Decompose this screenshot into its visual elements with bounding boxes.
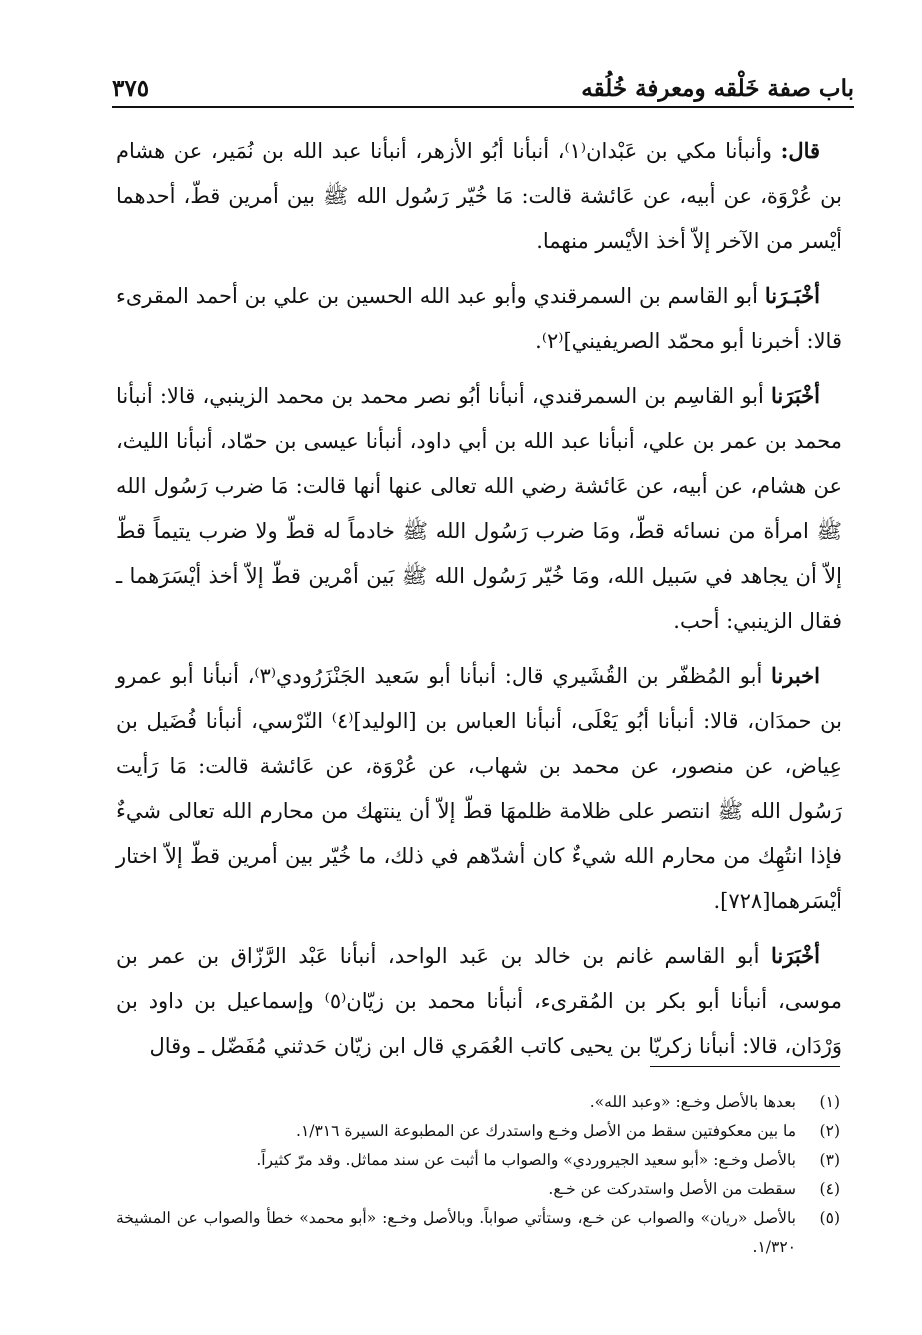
paragraph-text: وأنبأنا مكي بن عَبْدان⁽١⁾، أنبأنا أبُو الأزهر، أنبأنا عبد الله بن نُمَير، عن هشام بن عُرْوَة، عن أبيه، عن عَائشة قالت: مَا خُيّر رَسُول الله ﷺ بين أمرين قطّ، أحدهما أيْسر من الآخر إلاّ أخذ الأيْسر منهما.	[116, 139, 842, 253]
footnote-text: سقطت من الأصل واستدركت عن خـع.	[548, 1180, 796, 1198]
footnote-text: بعدها بالأصل وخـع: «وعبد الله».	[589, 1093, 796, 1111]
paragraph-lead: أخْبَرَنا	[771, 383, 820, 408]
footnote	[116, 1117, 840, 1146]
paragraph-lead: أخْبَرَنا	[771, 943, 820, 968]
paragraph	[116, 373, 842, 644]
paragraph-lead: اخبرنا	[771, 663, 820, 688]
footnote	[116, 1088, 840, 1117]
footnote-divider	[650, 1066, 840, 1067]
footnote	[116, 1146, 840, 1175]
footnote-text: بالأصل وخـع: «أبو سعيد الجيروردي» والصواب ما أثبت عن سند مماثل. وقد مرّ كثيراً.	[256, 1151, 796, 1169]
footnote	[116, 1204, 840, 1262]
main-text	[116, 128, 842, 1078]
footnotes	[116, 1088, 840, 1262]
paragraph-text: أبو القاسم غانم بن خالد بن عَبد الواحد، أنبأنا عَبْد الرَّزّاق بن عمر بن موسى، أنبأنا أبو بكر بن المُقرىء، أنبأنا محمد بن زيّان⁽٥⁾ وإسماعيل بن داود بن وَرْدَان، قالا: أنبأنا زكريّا بن يحيى كاتب العُمَري قال ابن زيّان حَدثني مُفَضّل ـ وقال	[116, 944, 842, 1058]
footnote-number: (١)	[819, 1093, 840, 1111]
paragraph-lead: قال:	[780, 138, 821, 163]
footnote-text: ما بين معكوفتين سقط من الأصل وخـع واستدرك عن المطبوعة السيرة ١/٣١٦.	[296, 1122, 796, 1140]
footnote-number: (٥)	[819, 1209, 840, 1227]
paragraph	[116, 653, 842, 924]
paragraph	[116, 273, 842, 364]
footnote-number: (٤)	[819, 1180, 840, 1198]
paragraph-text: أبو المُظفّر بن القُشَيري قال: أنبأنا أبو سَعيد الجَنْزَرُودي⁽٣⁾، أنبأنا أبو عمرو بن حمدَان، قالا: أنبأنا أبُو يَعْلَى، أنبأنا العباس بن [الوليد]⁽٤⁾ النّرْسي، أنبأنا فُضَيل بن عِياض، عن منصور، عن محمد بن شهاب، عن عُرْوَة، عن عَائشة قالت: مَا رَأيت رَسُول الله ﷺ انتصر على ظلامة ظلمهَا قطّ إلاّ أن ينتهك من محارم الله تعالى شيءٌ فإذا انتُهِك من محارم الله شيءٌ كان أشدّهم في ذلك، ما خُيّر بين أمرين قطّ إلاّ اختار أيْسَرهما[٧٢٨].	[116, 664, 842, 913]
paragraph-text: أبو القاسِم بن السمرقندي، أنبأنا أبُو نصر محمد بن محمد الزينبي، قالا: أنبأنا محمد بن عمر بن علي، أنبأنا عبد الله بن أبي داود، أنبأنا عيسى بن حمّاد، أنبأنا الليث، عن هشام، عن أبيه، عن عَائشة رضي الله تعالى عنها أنها قالت: مَا ضرب رَسُول الله ﷺ امرأة من نسائه قطّ، ومَا ضرب رَسُول الله ﷺ خادماً له قطّ ولا ضرب يتيماً قطّ إلاّ أن يجاهد في سَبيل الله، ومَا خُيّر رَسُول الله ﷺ بَين أمْرين قطّ إلاّ أخذ أيْسَرَهما ـ فقال الزينبي: أحب.	[116, 384, 842, 633]
footnote-number: (٢)	[819, 1122, 840, 1140]
footnote-number: (٣)	[819, 1151, 840, 1169]
page-header	[112, 62, 854, 108]
running-title: باب صفة خَلْقه ومعرفة خُلُقه	[581, 75, 854, 102]
paragraph-lead: أخْبَـرَنا	[764, 283, 820, 308]
page-number: ٣٧٥	[112, 75, 150, 102]
paragraph-text: أبو القاسم بن السمرقندي وأبو عبد الله الحسين بن علي بن أحمد المقرىء قالا: أخبرنا أبو محمّد الصريفيني]⁽٢⁾.	[116, 284, 842, 353]
footnote	[116, 1175, 840, 1204]
footnote-text: بالأصل «ريان» والصواب عن خـع، وستأتي صواباً. وبالأصل وخـع: «أبو محمد» خطأ والصواب عن المشيخة ١/٣٢٠.	[116, 1209, 796, 1256]
paragraph	[116, 933, 842, 1069]
paragraph	[116, 128, 842, 264]
